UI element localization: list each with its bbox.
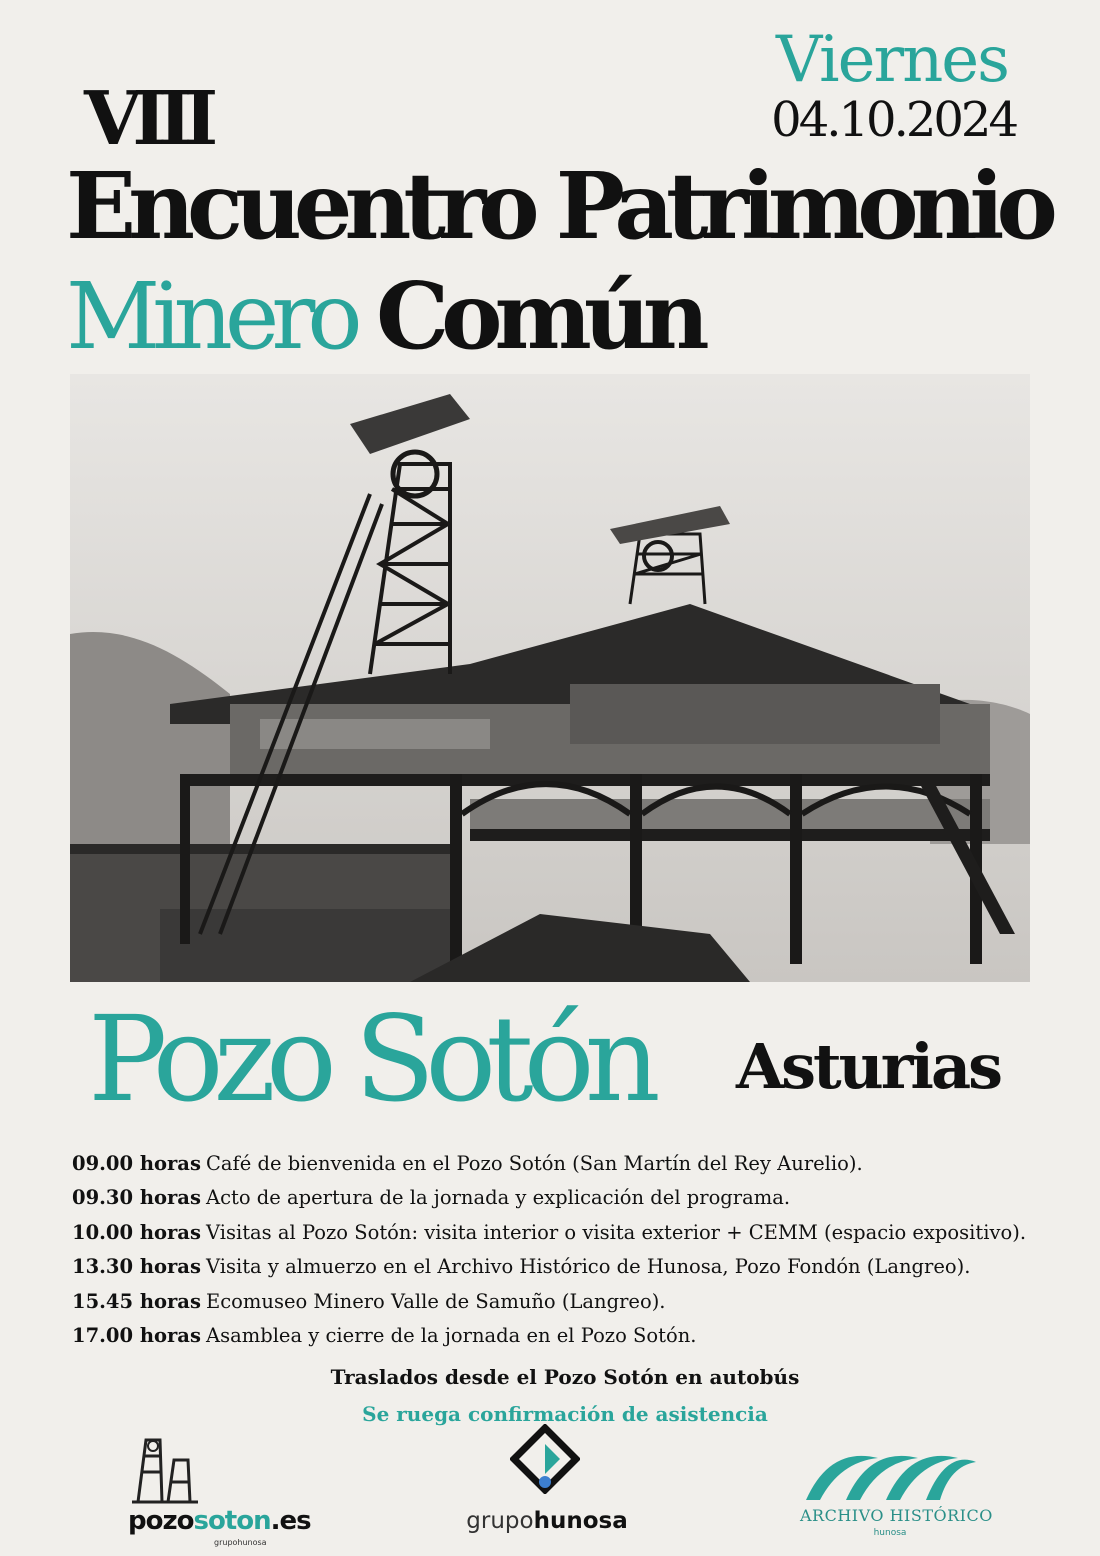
schedule-row [72,1324,1062,1358]
schedule-time: 17.00 horas [72,1323,201,1347]
event-title-line1: Encuentro Patrimonio [66,152,1050,260]
pozosoton-logo [128,1432,311,1552]
title-accent-word: Minero [66,263,355,370]
venue-name: Pozo Sotón [88,990,651,1128]
venue-region: Asturias [736,1030,1001,1103]
schedule-row [72,1290,1062,1324]
pozosoton-logo-text: pozosoton.es [128,1506,311,1536]
rsvp-note: Se ruega confirmación de asistencia [362,1402,768,1426]
grupohunosa-logo-text: grupohunosa [466,1508,628,1534]
schedule-row [72,1221,1062,1255]
archivo-historico-logo-text: ARCHIVO HISTÓRICO [800,1506,993,1525]
schedule-row [72,1152,1062,1186]
arches-icon [800,1440,980,1502]
schedule-time: 13.30 horas [72,1255,201,1279]
transport-note: Traslados desde el Pozo Sotón en autobús [330,1365,800,1389]
schedule-time: 09.00 horas [72,1152,201,1175]
schedule-description: Café de bienvenida en el Pozo Sotón (San Martín del Rey Aurelio). [206,1152,863,1175]
title-rest-word: Común [375,262,702,370]
schedule-description: Acto de apertura de la jornada y explicación del programa. [206,1186,791,1210]
schedule-description: Asamblea y cierre de la jornada en el Pozo Sotón. [206,1323,697,1347]
schedule-description: Visita y almuerzo en el Archivo Histórico de Hunosa, Pozo Fondón (Langreo). [206,1255,971,1279]
event-date: 04.10.2024 [771,92,1016,148]
edition-number: VIII [84,76,210,162]
schedule-list [72,1152,1062,1358]
schedule-description: Visitas al Pozo Sotón: visita interior o visita exterior + CEMM (espacio expositivo). [206,1220,1027,1244]
historic-mine-photo [70,374,1030,982]
pozosoton-logo-subtitle: grupohunosa [214,1538,267,1547]
headframe-icon [132,1432,202,1504]
event-title-line2 [66,262,702,370]
diamond-icon [510,1424,580,1494]
schedule-time: 15.45 horas [72,1289,201,1313]
schedule-time: 09.30 horas [72,1186,201,1210]
grupohunosa-logo [432,1424,662,1552]
event-day: Viernes [776,23,1008,97]
archivo-historico-logo-subtitle: hunosa [873,1528,907,1538]
archivo-historico-logo [800,1440,993,1550]
schedule-description: Ecomuseo Minero Valle de Samuño (Langreo). [206,1289,666,1313]
schedule-time: 10.00 horas [72,1220,201,1244]
schedule-row [72,1186,1062,1220]
schedule-row [72,1255,1062,1289]
